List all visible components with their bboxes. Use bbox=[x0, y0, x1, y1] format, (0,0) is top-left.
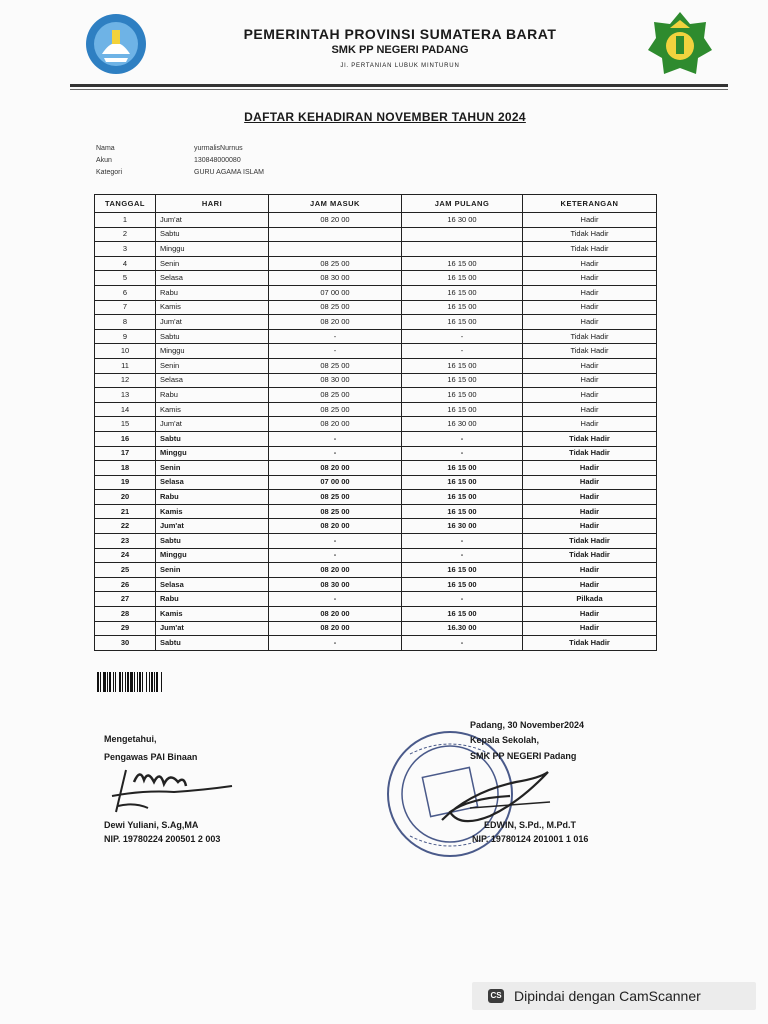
cell-keterangan: Hadir bbox=[523, 315, 657, 330]
cell-hari: Senin bbox=[156, 358, 269, 373]
cell-keterangan: Hadir bbox=[523, 519, 657, 534]
cell-jam-pulang: - bbox=[402, 446, 523, 461]
cell-keterangan: Hadir bbox=[523, 373, 657, 388]
camscanner-label: Dipindai dengan CamScanner bbox=[514, 988, 701, 1004]
cell-jam-masuk: 08 30 00 bbox=[269, 577, 402, 592]
table-row bbox=[95, 490, 657, 505]
cell-jam-pulang bbox=[402, 227, 523, 242]
table-row bbox=[95, 402, 657, 417]
sig-right-line3: SMK PP NEGERI Padang bbox=[470, 751, 577, 761]
cell-keterangan: Hadir bbox=[523, 285, 657, 300]
table-row bbox=[95, 315, 657, 330]
cell-keterangan: Tidak Hadir bbox=[523, 636, 657, 651]
cell-jam-pulang: 16 15 00 bbox=[402, 373, 523, 388]
cell-tanggal: 28 bbox=[95, 607, 156, 622]
cell-jam-masuk: 08 20 00 bbox=[269, 519, 402, 534]
table-row bbox=[95, 548, 657, 563]
header-line-2: SMK PP NEGERI PADANG bbox=[331, 44, 469, 56]
cell-keterangan: Hadir bbox=[523, 621, 657, 636]
cell-keterangan: Tidak Hadir bbox=[523, 227, 657, 242]
cell-tanggal: 21 bbox=[95, 504, 156, 519]
table-row bbox=[95, 344, 657, 359]
cell-tanggal: 27 bbox=[95, 592, 156, 607]
table-row bbox=[95, 213, 657, 228]
cell-hari: Jum'at bbox=[156, 213, 269, 228]
table-row bbox=[95, 388, 657, 403]
table-row bbox=[95, 534, 657, 549]
cell-tanggal: 14 bbox=[95, 402, 156, 417]
cell-jam-masuk: 08 25 00 bbox=[269, 358, 402, 373]
cell-tanggal: 26 bbox=[95, 577, 156, 592]
cell-hari: Selasa bbox=[156, 577, 269, 592]
cell-jam-masuk: 08 25 00 bbox=[269, 256, 402, 271]
cell-hari: Sabtu bbox=[156, 431, 269, 446]
table-row bbox=[95, 621, 657, 636]
table-row bbox=[95, 636, 657, 651]
cell-jam-pulang: 16 15 00 bbox=[402, 607, 523, 622]
cell-jam-pulang: 16 15 00 bbox=[402, 388, 523, 403]
meta-label: Akun bbox=[96, 157, 112, 164]
cell-tanggal: 9 bbox=[95, 329, 156, 344]
cell-jam-masuk bbox=[269, 227, 402, 242]
cell-hari: Rabu bbox=[156, 285, 269, 300]
cell-keterangan: Tidak Hadir bbox=[523, 431, 657, 446]
cell-jam-masuk: 08 20 00 bbox=[269, 461, 402, 476]
cell-tanggal: 12 bbox=[95, 373, 156, 388]
camscanner-watermark bbox=[472, 982, 756, 1010]
cell-keterangan: Hadir bbox=[523, 213, 657, 228]
cell-hari: Kamis bbox=[156, 504, 269, 519]
cell-hari: Jum'at bbox=[156, 315, 269, 330]
sig-right-line2: Kepala Sekolah, bbox=[470, 735, 540, 745]
cell-tanggal: 6 bbox=[95, 285, 156, 300]
cell-jam-masuk: 07 00 00 bbox=[269, 285, 402, 300]
cell-keterangan: Tidak Hadir bbox=[523, 242, 657, 257]
cell-jam-pulang: 16 15 00 bbox=[402, 285, 523, 300]
column-header: TANGGAL bbox=[95, 195, 156, 213]
cell-hari: Minggu bbox=[156, 548, 269, 563]
document-title: DAFTAR KEHADIRAN NOVEMBER TAHUN 2024 bbox=[244, 110, 526, 124]
cell-keterangan: Tidak Hadir bbox=[523, 344, 657, 359]
header-line-3: Jl. PERTANIAN LUBUK MINTURUN bbox=[340, 63, 460, 69]
table-row bbox=[95, 271, 657, 286]
cell-keterangan: Hadir bbox=[523, 402, 657, 417]
cell-jam-pulang: 16 15 00 bbox=[402, 504, 523, 519]
cell-jam-masuk: 08 25 00 bbox=[269, 300, 402, 315]
cell-tanggal: 13 bbox=[95, 388, 156, 403]
cell-jam-masuk: 08 25 00 bbox=[269, 504, 402, 519]
cell-tanggal: 8 bbox=[95, 315, 156, 330]
cell-tanggal: 23 bbox=[95, 534, 156, 549]
cell-jam-masuk: - bbox=[269, 446, 402, 461]
meta-value: 130848000080 bbox=[194, 157, 241, 164]
column-header: JAM MASUK bbox=[269, 195, 402, 213]
cell-hari: Senin bbox=[156, 563, 269, 578]
cell-keterangan: Hadir bbox=[523, 271, 657, 286]
cell-keterangan: Hadir bbox=[523, 504, 657, 519]
cell-tanggal: 2 bbox=[95, 227, 156, 242]
cell-keterangan: Hadir bbox=[523, 490, 657, 505]
header-line-1: PEMERINTAH PROVINSI SUMATERA BARAT bbox=[243, 26, 557, 42]
cell-tanggal: 1 bbox=[95, 213, 156, 228]
cell-keterangan: Hadir bbox=[523, 577, 657, 592]
cell-tanggal: 29 bbox=[95, 621, 156, 636]
cell-jam-masuk: - bbox=[269, 431, 402, 446]
table-header-row bbox=[95, 195, 657, 213]
cell-jam-masuk: 08 20 00 bbox=[269, 607, 402, 622]
table-row bbox=[95, 417, 657, 432]
barcode bbox=[97, 672, 189, 692]
cell-jam-masuk: 08 20 00 bbox=[269, 417, 402, 432]
cell-tanggal: 7 bbox=[95, 300, 156, 315]
cell-jam-pulang: 16 15 00 bbox=[402, 475, 523, 490]
cell-jam-pulang: 16 15 00 bbox=[402, 402, 523, 417]
cell-keterangan: Hadir bbox=[523, 358, 657, 373]
cell-hari: Jum'at bbox=[156, 621, 269, 636]
table-row bbox=[95, 592, 657, 607]
meta-akun bbox=[96, 157, 241, 164]
sig-right-name: EDWIN, S.Pd., M.Pd.T bbox=[484, 820, 576, 830]
table-row bbox=[95, 519, 657, 534]
table-row bbox=[95, 358, 657, 373]
cell-hari: Senin bbox=[156, 256, 269, 271]
cell-hari: Sabtu bbox=[156, 636, 269, 651]
cell-hari: Kamis bbox=[156, 402, 269, 417]
cell-jam-masuk: - bbox=[269, 592, 402, 607]
cell-hari: Sabtu bbox=[156, 227, 269, 242]
cell-hari: Jum'at bbox=[156, 519, 269, 534]
cell-tanggal: 19 bbox=[95, 475, 156, 490]
cell-keterangan: Hadir bbox=[523, 388, 657, 403]
cell-jam-pulang: 16 30 00 bbox=[402, 519, 523, 534]
table-row bbox=[95, 300, 657, 315]
meta-label: Kategori bbox=[96, 169, 123, 176]
cell-jam-pulang: 16.30 00 bbox=[402, 621, 523, 636]
meta-value: yurmalisNurnus bbox=[194, 145, 243, 152]
cell-keterangan: Pilkada bbox=[523, 592, 657, 607]
cell-tanggal: 16 bbox=[95, 431, 156, 446]
cell-keterangan: Hadir bbox=[523, 563, 657, 578]
cell-tanggal: 10 bbox=[95, 344, 156, 359]
cell-hari: Rabu bbox=[156, 490, 269, 505]
cell-jam-masuk: - bbox=[269, 344, 402, 359]
cell-keterangan: Tidak Hadir bbox=[523, 548, 657, 563]
header-divider bbox=[70, 84, 728, 87]
signature-left-scribble bbox=[104, 762, 244, 822]
cell-hari: Jum'at bbox=[156, 417, 269, 432]
column-header: HARI bbox=[156, 195, 269, 213]
cell-hari: Selasa bbox=[156, 271, 269, 286]
cell-keterangan: Hadir bbox=[523, 417, 657, 432]
cell-hari: Senin bbox=[156, 461, 269, 476]
cell-tanggal: 15 bbox=[95, 417, 156, 432]
cell-hari: Kamis bbox=[156, 607, 269, 622]
table-row bbox=[95, 285, 657, 300]
cell-keterangan: Tidak Hadir bbox=[523, 329, 657, 344]
cell-tanggal: 3 bbox=[95, 242, 156, 257]
cell-jam-masuk: - bbox=[269, 329, 402, 344]
cell-jam-pulang: 16 30 00 bbox=[402, 417, 523, 432]
cell-jam-pulang: 16 15 00 bbox=[402, 563, 523, 578]
sig-left-name: Dewi Yuliani, S.Ag,MA bbox=[104, 820, 199, 830]
cell-tanggal: 4 bbox=[95, 256, 156, 271]
cell-hari: Rabu bbox=[156, 592, 269, 607]
tut-wuri-handayani-logo bbox=[82, 12, 150, 76]
table-row bbox=[95, 431, 657, 446]
table-row bbox=[95, 373, 657, 388]
cell-jam-pulang: 16 15 00 bbox=[402, 358, 523, 373]
sig-left-nip: NIP. 19780224 200501 2 003 bbox=[104, 834, 221, 844]
cell-jam-pulang: 16 15 00 bbox=[402, 461, 523, 476]
meta-value: GURU AGAMA ISLAM bbox=[194, 169, 265, 176]
cell-jam-pulang: 16 15 00 bbox=[402, 271, 523, 286]
cell-hari: Selasa bbox=[156, 475, 269, 490]
cell-tanggal: 20 bbox=[95, 490, 156, 505]
sig-left-line1: Mengetahui, bbox=[104, 734, 157, 744]
cell-jam-pulang: - bbox=[402, 548, 523, 563]
cell-keterangan: Hadir bbox=[523, 461, 657, 476]
table-row bbox=[95, 504, 657, 519]
table-row bbox=[95, 563, 657, 578]
cell-keterangan: Tidak Hadir bbox=[523, 446, 657, 461]
cell-hari: Selasa bbox=[156, 373, 269, 388]
cell-keterangan: Tidak Hadir bbox=[523, 534, 657, 549]
cell-jam-masuk: 08 25 00 bbox=[269, 402, 402, 417]
cell-jam-masuk: - bbox=[269, 636, 402, 651]
sig-right-line1: Padang, 30 November2024 bbox=[470, 720, 585, 730]
cell-jam-pulang: 16 15 00 bbox=[402, 300, 523, 315]
table-row bbox=[95, 607, 657, 622]
meta-label: Nama bbox=[96, 145, 115, 152]
attendance-table bbox=[94, 194, 657, 651]
cell-jam-masuk bbox=[269, 242, 402, 257]
cell-keterangan: Hadir bbox=[523, 300, 657, 315]
cell-tanggal: 5 bbox=[95, 271, 156, 286]
header-divider-thin bbox=[70, 89, 728, 90]
cell-keterangan: Hadir bbox=[523, 475, 657, 490]
table-row bbox=[95, 577, 657, 592]
cell-jam-masuk: 08 20 00 bbox=[269, 315, 402, 330]
cell-tanggal: 11 bbox=[95, 358, 156, 373]
cell-hari: Minggu bbox=[156, 242, 269, 257]
cell-keterangan: Hadir bbox=[523, 256, 657, 271]
cell-jam-pulang: 16 15 00 bbox=[402, 490, 523, 505]
column-header: KETERANGAN bbox=[523, 195, 657, 213]
meta-name bbox=[96, 145, 243, 152]
kemenag-logo bbox=[646, 10, 714, 78]
cell-jam-masuk: 08 30 00 bbox=[269, 373, 402, 388]
cell-jam-masuk: - bbox=[269, 548, 402, 563]
meta-kategori bbox=[96, 169, 264, 176]
cell-jam-pulang: - bbox=[402, 344, 523, 359]
table-row bbox=[95, 461, 657, 476]
cell-keterangan: Hadir bbox=[523, 607, 657, 622]
cell-jam-masuk: 08 25 00 bbox=[269, 490, 402, 505]
cell-jam-masuk: - bbox=[269, 534, 402, 549]
table-row bbox=[95, 242, 657, 257]
cell-jam-pulang: - bbox=[402, 636, 523, 651]
table-row bbox=[95, 256, 657, 271]
table-row bbox=[95, 446, 657, 461]
cell-hari: Sabtu bbox=[156, 329, 269, 344]
cell-jam-pulang: - bbox=[402, 592, 523, 607]
table-row bbox=[95, 227, 657, 242]
cell-jam-masuk: 08 20 00 bbox=[269, 621, 402, 636]
cell-tanggal: 18 bbox=[95, 461, 156, 476]
cell-jam-pulang: - bbox=[402, 534, 523, 549]
cell-jam-pulang bbox=[402, 242, 523, 257]
cell-hari: Minggu bbox=[156, 344, 269, 359]
sig-right-nip: NIP. 19780124 201001 1 016 bbox=[472, 834, 589, 844]
camscanner-logo-icon: CS bbox=[488, 989, 504, 1003]
cell-tanggal: 24 bbox=[95, 548, 156, 563]
cell-jam-masuk: 08 25 00 bbox=[269, 388, 402, 403]
column-header: JAM PULANG bbox=[402, 195, 523, 213]
cell-jam-pulang: 16 30 00 bbox=[402, 213, 523, 228]
cell-tanggal: 17 bbox=[95, 446, 156, 461]
cell-jam-masuk: 08 20 00 bbox=[269, 563, 402, 578]
cell-tanggal: 25 bbox=[95, 563, 156, 578]
sig-left-line2: Pengawas PAI Binaan bbox=[104, 752, 198, 762]
cell-jam-pulang: - bbox=[402, 329, 523, 344]
cell-tanggal: 30 bbox=[95, 636, 156, 651]
cell-jam-masuk: 08 20 00 bbox=[269, 213, 402, 228]
cell-hari: Rabu bbox=[156, 388, 269, 403]
cell-tanggal: 22 bbox=[95, 519, 156, 534]
cell-jam-pulang: 16 15 00 bbox=[402, 256, 523, 271]
table-row bbox=[95, 475, 657, 490]
cell-jam-masuk: 08 30 00 bbox=[269, 271, 402, 286]
cell-hari: Sabtu bbox=[156, 534, 269, 549]
cell-hari: Minggu bbox=[156, 446, 269, 461]
cell-jam-pulang: 16 15 00 bbox=[402, 315, 523, 330]
cell-hari: Kamis bbox=[156, 300, 269, 315]
cell-jam-masuk: 07 00 00 bbox=[269, 475, 402, 490]
cell-jam-pulang: 16 15 00 bbox=[402, 577, 523, 592]
cell-jam-pulang: - bbox=[402, 431, 523, 446]
table-row bbox=[95, 329, 657, 344]
